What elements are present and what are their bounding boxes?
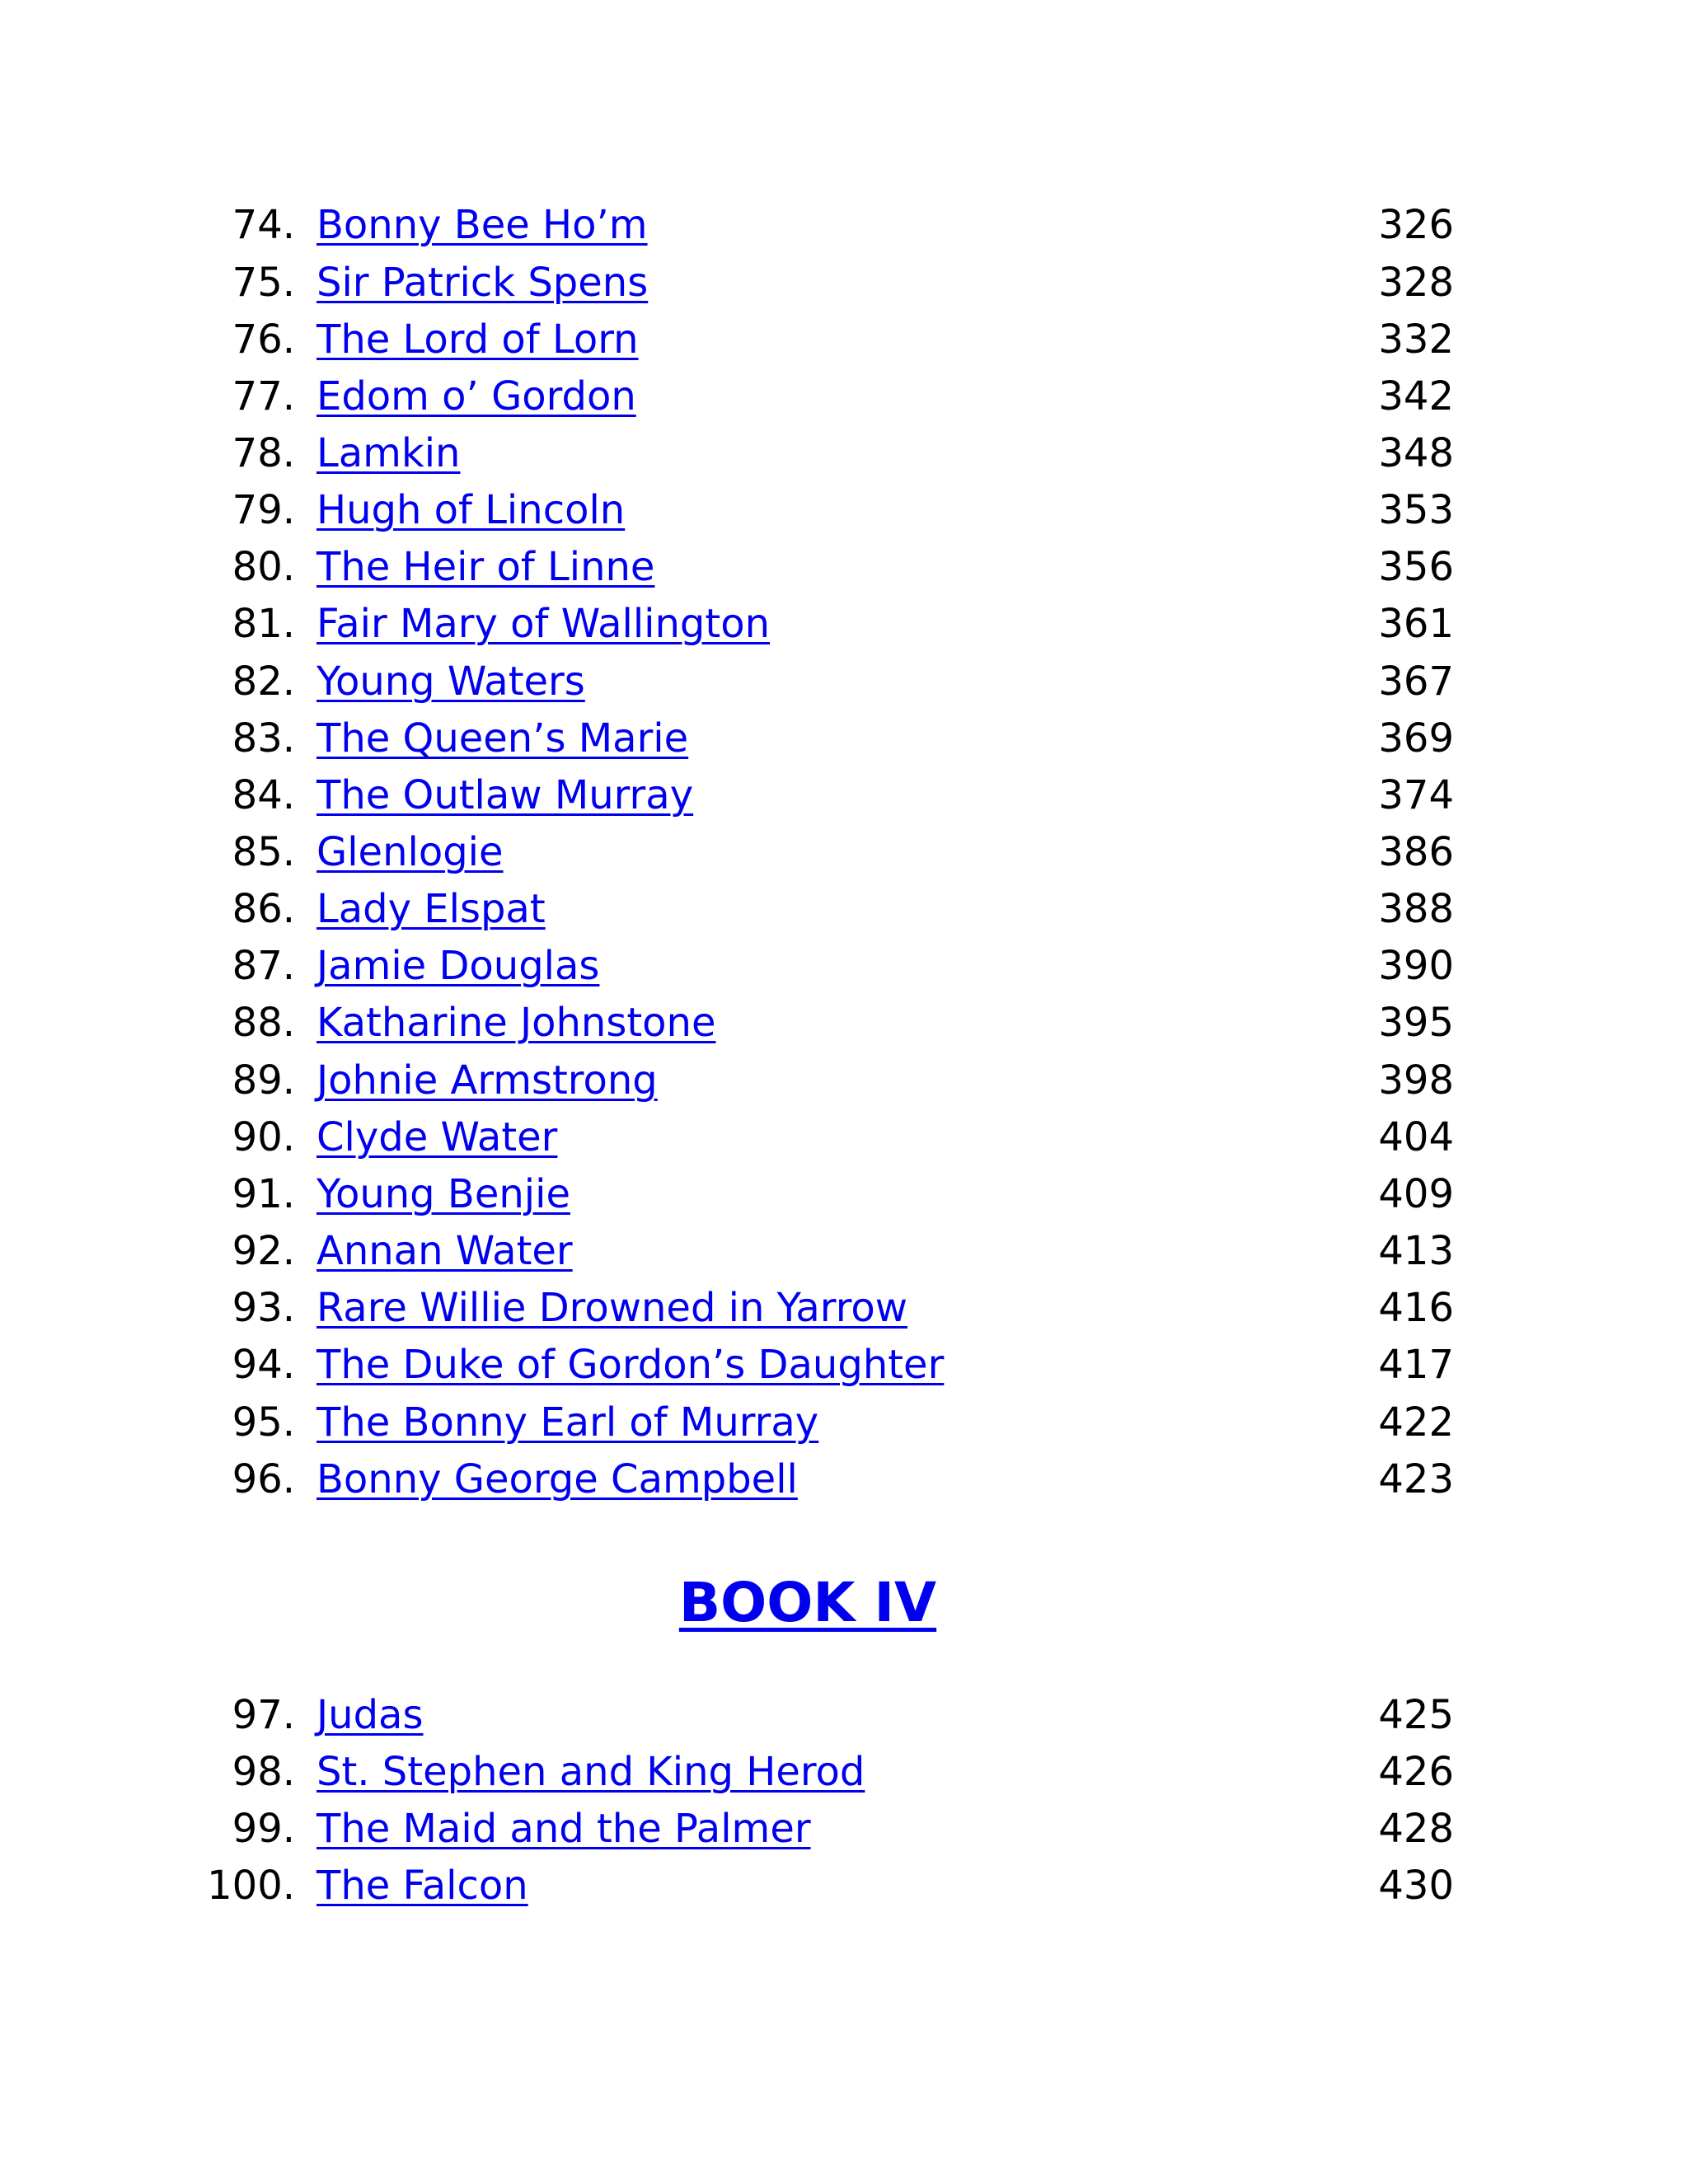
entry-page-number: 326 (1378, 202, 1454, 248)
toc-entry (0, 254, 1688, 312)
entry-title-link[interactable]: The Maid and the Palmer (316, 1806, 811, 1852)
entry-number: 95. (232, 1399, 295, 1446)
entry-number: 90. (232, 1114, 295, 1160)
entry-page-number: 409 (1378, 1171, 1454, 1217)
book-heading-link[interactable]: BOOK IV (678, 1571, 937, 1634)
entry-title-link[interactable]: The Queen’s Marie (316, 715, 689, 762)
toc-entry (0, 1165, 1688, 1223)
entry-title-link[interactable]: The Outlaw Murray (316, 772, 694, 818)
entry-number: 80. (232, 544, 295, 590)
entry-title-link[interactable]: Katharine Johnstone (316, 1000, 716, 1046)
entry-page-number: 367 (1378, 658, 1454, 705)
entry-number: 94. (232, 1342, 295, 1388)
entry-page-number: 386 (1378, 829, 1454, 875)
entry-title-link[interactable]: Sir Patrick Spens (316, 260, 649, 306)
toc-entry (0, 595, 1688, 653)
entry-title-link[interactable]: Young Benjie (316, 1171, 570, 1217)
entry-title-link[interactable]: Bonny George Campbell (316, 1456, 798, 1502)
entry-number: 99. (232, 1806, 295, 1852)
entry-number: 83. (232, 715, 295, 762)
toc-entry (0, 823, 1688, 881)
toc-entry (0, 311, 1688, 368)
entry-number: 87. (232, 943, 295, 989)
toc-entry (0, 1800, 1688, 1858)
entry-page-number: 374 (1378, 772, 1454, 818)
toc-entry (0, 766, 1688, 824)
entry-title-link[interactable]: Rare Willie Drowned in Yarrow (316, 1285, 907, 1331)
entry-title-link[interactable]: Johnie Armstrong (316, 1057, 658, 1104)
entry-title-link[interactable]: The Heir of Linne (316, 544, 655, 590)
entry-page-number: 356 (1378, 544, 1454, 590)
toc-entry (0, 1279, 1688, 1337)
entry-number: 77. (232, 373, 295, 419)
entry-number: 97. (232, 1692, 295, 1738)
toc-entry (0, 1336, 1688, 1394)
entry-page-number: 328 (1378, 260, 1454, 306)
toc-entry (0, 1222, 1688, 1280)
entry-page-number: 416 (1378, 1285, 1454, 1331)
entry-title-link[interactable]: Lady Elspat (316, 886, 546, 932)
entry-page-number: 388 (1378, 886, 1454, 932)
toc-entry (0, 538, 1688, 596)
toc-entry (0, 880, 1688, 938)
entry-number: 85. (232, 829, 295, 875)
entry-page-number: 425 (1378, 1692, 1454, 1738)
entry-title-link[interactable]: Bonny Bee Ho’m (316, 202, 648, 248)
entry-number: 78. (232, 430, 295, 476)
entry-number: 100. (207, 1863, 295, 1909)
entry-title-link[interactable]: The Bonny Earl of Murray (316, 1399, 819, 1446)
toc-entry (0, 1686, 1688, 1744)
toc-entry (0, 1108, 1688, 1166)
entry-title-link[interactable]: Judas (316, 1692, 424, 1738)
toc-entry (0, 710, 1688, 767)
entry-number: 92. (232, 1228, 295, 1274)
entry-page-number: 422 (1378, 1399, 1454, 1446)
entry-number: 98. (232, 1749, 295, 1795)
entry-number: 76. (232, 316, 295, 363)
entry-title-link[interactable]: The Duke of Gordon’s Daughter (316, 1342, 945, 1388)
entry-title-link[interactable]: The Falcon (316, 1863, 528, 1909)
entry-page-number: 398 (1378, 1057, 1454, 1104)
entry-title-link[interactable]: Fair Mary of Wallington (316, 601, 771, 647)
entry-page-number: 423 (1378, 1456, 1454, 1502)
entry-page-number: 369 (1378, 715, 1454, 762)
entry-page-number: 413 (1378, 1228, 1454, 1274)
entry-number: 93. (232, 1285, 295, 1331)
entry-title-link[interactable]: Jamie Douglas (316, 943, 600, 989)
toc-entry (0, 1052, 1688, 1109)
entry-number: 88. (232, 1000, 295, 1046)
toc-entry (0, 1743, 1688, 1801)
entry-page-number: 342 (1378, 373, 1454, 419)
entry-page-number: 390 (1378, 943, 1454, 989)
entry-title-link[interactable]: Annan Water (316, 1228, 573, 1274)
entry-number: 91. (232, 1171, 295, 1217)
toc-entry (0, 994, 1688, 1052)
entry-page-number: 417 (1378, 1342, 1454, 1388)
entry-title-link[interactable]: The Lord of Lorn (316, 316, 639, 363)
entry-number: 75. (232, 260, 295, 306)
entry-number: 96. (232, 1456, 295, 1502)
entry-number: 79. (232, 487, 295, 533)
toc-entry (0, 424, 1688, 482)
toc-entry (0, 368, 1688, 425)
entry-number: 82. (232, 658, 295, 705)
toc-entry (0, 1857, 1688, 1915)
entry-number: 84. (232, 772, 295, 818)
entry-title-link[interactable]: Glenlogie (316, 829, 504, 875)
entry-number: 74. (232, 202, 295, 248)
toc-entry (0, 937, 1688, 995)
toc-entry (0, 481, 1688, 539)
toc-entry (0, 196, 1688, 254)
entry-page-number: 348 (1378, 430, 1454, 476)
entry-page-number: 395 (1378, 1000, 1454, 1046)
entry-page-number: 430 (1378, 1863, 1454, 1909)
entry-title-link[interactable]: Young Waters (316, 658, 585, 705)
entry-title-link[interactable]: Clyde Water (316, 1114, 558, 1160)
entry-title-link[interactable]: Edom o’ Gordon (316, 373, 636, 419)
entry-number: 89. (232, 1057, 295, 1104)
toc-entry (0, 653, 1688, 710)
entry-number: 86. (232, 886, 295, 932)
toc-entry (0, 1394, 1688, 1451)
entry-page-number: 332 (1378, 316, 1454, 363)
entry-page-number: 353 (1378, 487, 1454, 533)
entry-title-link[interactable]: Lamkin (316, 430, 461, 476)
toc-entry (0, 1451, 1688, 1508)
entry-page-number: 428 (1378, 1806, 1454, 1852)
entry-page-number: 361 (1378, 601, 1454, 647)
entry-number: 81. (232, 601, 295, 647)
entry-title-link[interactable]: Hugh of Lincoln (316, 487, 626, 533)
entry-title-link[interactable]: St. Stephen and King Herod (316, 1749, 865, 1795)
entry-page-number: 426 (1378, 1749, 1454, 1795)
entry-page-number: 404 (1378, 1114, 1454, 1160)
